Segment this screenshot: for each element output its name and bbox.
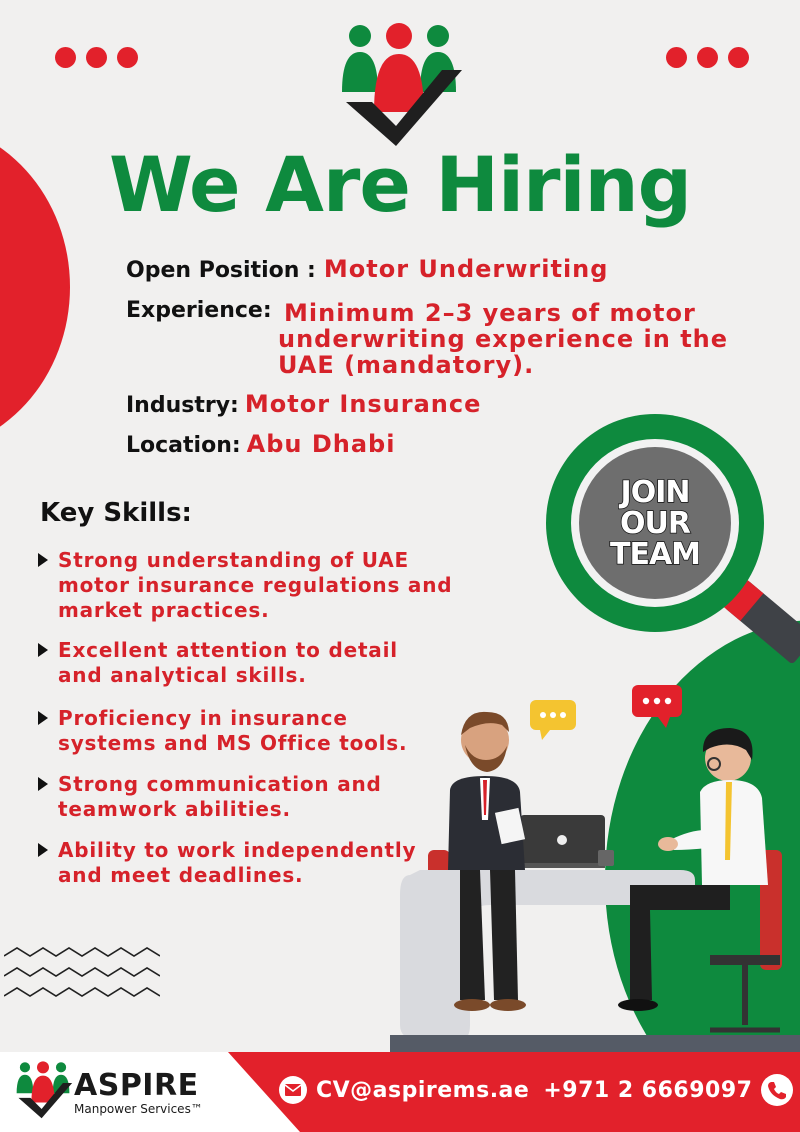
industry-row	[126, 391, 481, 418]
skill-line: Ability to work independently	[58, 838, 417, 862]
brand-name: ASPIRE	[74, 1068, 199, 1103]
experience-line: underwriting experience in the	[278, 325, 729, 353]
badge-line: OUR	[620, 505, 690, 541]
dot	[55, 47, 76, 68]
people-check-logo-icon	[12, 1058, 74, 1122]
location-label: Location:	[126, 433, 241, 458]
experience-label: Experience:	[126, 298, 272, 323]
chat-bubble-icon	[632, 685, 682, 728]
position-value: Motor Underwriting	[323, 255, 609, 283]
experience-line: UAE (mandatory).	[278, 351, 535, 379]
bullet-arrow-icon	[38, 643, 48, 657]
experience-row	[126, 298, 272, 323]
magnifier-lens	[571, 439, 739, 607]
skill-line: and analytical skills.	[58, 663, 307, 687]
dot	[666, 47, 687, 68]
skill-item	[38, 548, 458, 623]
bullet-arrow-icon	[38, 553, 48, 567]
experience-line: Minimum 2–3 years of motor	[284, 299, 696, 327]
industry-label: Industry:	[126, 393, 239, 418]
skill-line: Strong understanding of UAE	[58, 548, 409, 572]
location-row	[126, 431, 395, 458]
skill-line: and meet deadlines.	[58, 863, 304, 887]
zigzag-decoration	[4, 946, 160, 1004]
location-value: Abu Dhabi	[246, 430, 396, 458]
email-link[interactable]: CV@aspirems.ae	[316, 1077, 530, 1103]
experience-value	[278, 299, 729, 379]
chat-bubble-icon	[530, 700, 576, 740]
people-check-logo-icon	[332, 22, 466, 148]
dot	[86, 47, 107, 68]
join-our-team-badge	[609, 474, 701, 572]
skill-line: Strong communication and	[58, 772, 382, 796]
dots-left	[55, 47, 138, 68]
industry-value: Motor Insurance	[244, 390, 482, 418]
phone-link[interactable]: +971 2 6669097	[543, 1077, 753, 1103]
contact-info	[278, 1070, 794, 1110]
dot	[117, 47, 138, 68]
position-label: Open Position :	[126, 258, 316, 283]
interview-illustration	[390, 680, 800, 1052]
skill-line: Proficiency in insurance	[58, 706, 348, 730]
badge-line: TEAM	[609, 536, 701, 572]
position-row	[126, 256, 608, 283]
dot	[697, 47, 718, 68]
brand-subtitle: Manpower Services™	[74, 1102, 203, 1116]
skill-line: Excellent attention to detail	[58, 638, 398, 662]
email-icon	[278, 1075, 308, 1105]
bullet-arrow-icon	[38, 843, 48, 857]
badge-line: JOIN	[620, 474, 690, 510]
skill-line: market practices.	[58, 598, 270, 622]
bullet-arrow-icon	[38, 777, 48, 791]
page-title: We Are Hiring	[108, 140, 692, 229]
skill-line: teamwork abilities.	[58, 797, 291, 821]
skill-line: systems and MS Office tools.	[58, 731, 408, 755]
magnifier-icon	[546, 414, 764, 632]
dot	[728, 47, 749, 68]
key-skills-title: Key Skills:	[40, 498, 192, 528]
bullet-arrow-icon	[38, 711, 48, 725]
dots-right	[666, 47, 749, 68]
phone-icon	[760, 1073, 794, 1107]
skill-line: motor insurance regulations and	[58, 573, 453, 597]
